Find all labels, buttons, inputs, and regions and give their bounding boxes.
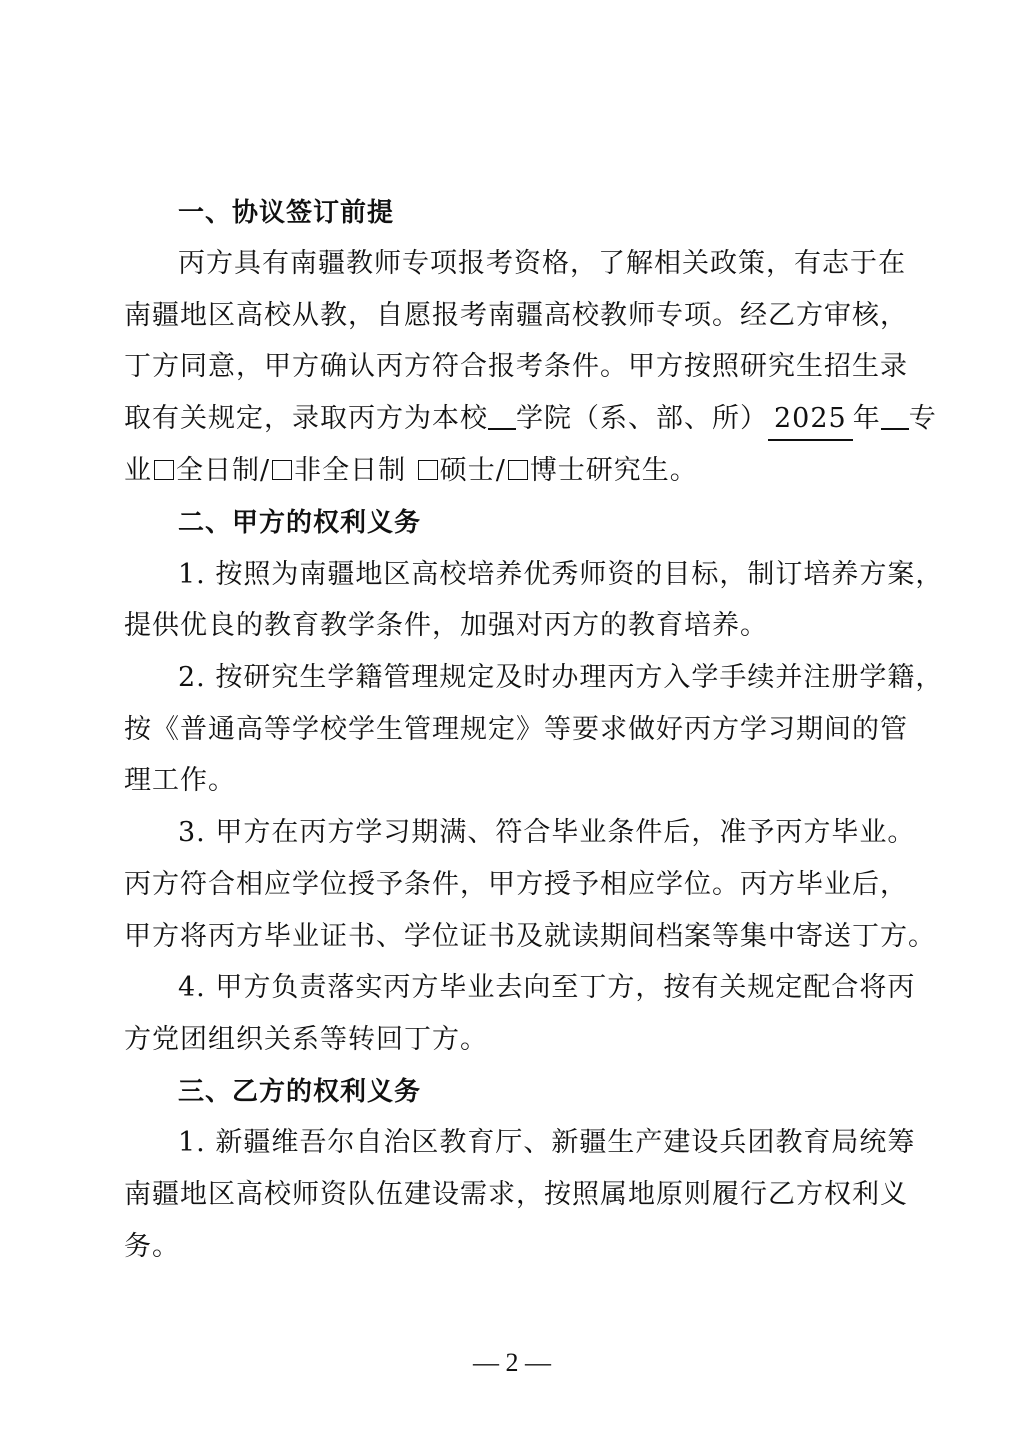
- doctor-label: 博士研究生。: [529, 455, 698, 486]
- section-1-line-3: 丁方同意，甲方确认丙方符合报考条件。甲方按照研究生招生录: [124, 351, 908, 382]
- section-2-heading: 二、甲方的权利义务: [178, 508, 422, 538]
- year-field: 2025: [768, 399, 853, 441]
- section-2-item-2-line-1: 2. 按研究生学籍管理规定及时办理丙方入学手续并注册学籍，: [178, 662, 944, 693]
- section-2-item-1-line-1: 1. 按照为南疆地区高校培养优秀师资的目标，制订培养方案，: [178, 559, 944, 590]
- section-2-item-3-line-3: 甲方将丙方毕业证书、学位证书及就读期间档案等集中寄送丁方。: [124, 921, 936, 952]
- doctor-checkbox: [508, 460, 528, 480]
- fulltime-label: 全日制/: [176, 455, 271, 486]
- section-3-heading: 三、乙方的权利义务: [178, 1077, 422, 1107]
- page-number: — 2 —: [473, 1348, 551, 1377]
- parttime-checkbox: [272, 460, 292, 480]
- line-4-text-c: 年: [852, 403, 881, 434]
- section-2-item-4-line-2: 方党团组织关系等转回丁方。: [124, 1024, 488, 1055]
- section-1-line-2: 南疆地区高校从教，自愿报考南疆高校教师专项。经乙方审核，: [124, 300, 908, 331]
- section-2-item-3-line-2: 丙方符合相应学位授予条件，甲方授予相应学位。丙方毕业后，: [124, 869, 908, 900]
- line-4-text-a: 取有关规定，录取丙方为本校: [124, 403, 488, 434]
- line-4-text-d: 专: [908, 403, 937, 434]
- master-label: 硕士/: [439, 455, 506, 486]
- parttime-label: 非全日制: [294, 455, 407, 486]
- section-2-item-1-line-2: 提供优良的教育教学条件，加强对丙方的教育培养。: [124, 610, 768, 641]
- section-1-heading: 一、协议签订前提: [178, 198, 395, 228]
- college-blank: [488, 402, 516, 430]
- section-1-line-1: 丙方具有南疆教师专项报考资格，了解相关政策，有志于在: [178, 248, 906, 279]
- major-blank: [881, 402, 909, 430]
- section-2-item-4-line-1: 4. 甲方负责落实丙方毕业去向至丁方，按有关规定配合将丙: [178, 972, 916, 1003]
- section-3-item-1-line-2: 南疆地区高校师资队伍建设需求，按照属地原则履行乙方权利义: [124, 1179, 908, 1210]
- section-2-item-2-line-2: 按《普通高等学校学生管理规定》等要求做好丙方学习期间的管: [124, 714, 908, 745]
- line-4-text-b: 学院（系、部、所）: [516, 403, 768, 434]
- section-2-item-3-line-1: 3. 甲方在丙方学习期满、符合毕业条件后，准予丙方毕业。: [178, 817, 916, 848]
- section-2-item-2-line-3: 理工作。: [124, 765, 236, 796]
- fulltime-checkbox: [154, 460, 174, 480]
- section-3-item-1-line-3: 务。: [124, 1231, 180, 1262]
- section-1-line-5: [0, 451, 1024, 491]
- line-5-text-a: 业: [124, 455, 152, 486]
- master-checkbox: [418, 460, 438, 480]
- section-3-item-1-line-1: 1. 新疆维吾尔自治区教育厅、新疆生产建设兵团教育局统筹: [178, 1127, 916, 1158]
- section-1-line-4: [0, 399, 1024, 441]
